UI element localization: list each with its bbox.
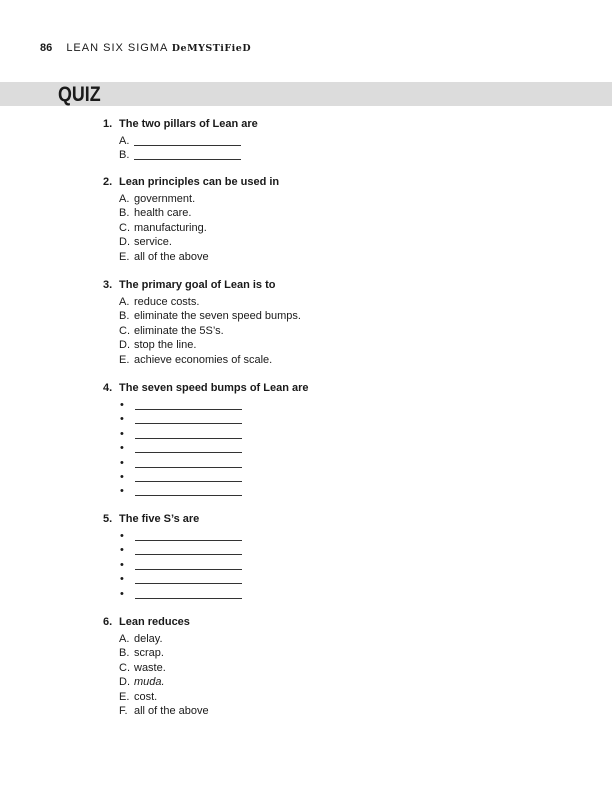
question-stem <box>103 382 309 399</box>
option-marker: • <box>120 485 124 498</box>
section-title: QUIZ <box>58 83 101 106</box>
option-marker: E. <box>119 690 130 703</box>
option-marker: E. <box>119 353 130 366</box>
blank-line <box>135 559 242 570</box>
question-text: The two pillars of Lean are <box>119 118 258 130</box>
answer-blank-line <box>103 399 309 413</box>
option-marker: A. <box>119 135 130 147</box>
option-marker: B. <box>119 149 130 162</box>
answer-option <box>103 339 301 353</box>
quiz-question <box>103 176 279 265</box>
question-text: Lean principles can be used in <box>119 176 280 188</box>
answer-option <box>103 354 301 368</box>
option-marker: E. <box>119 250 130 263</box>
quiz-question <box>103 382 309 500</box>
quiz-question <box>103 616 209 719</box>
answer-blank-line <box>103 457 309 471</box>
option-marker: B. <box>119 207 130 220</box>
question-number: 6. <box>103 616 113 628</box>
option-marker: • <box>120 456 124 469</box>
option-marker: D. <box>119 236 130 249</box>
option-marker: • <box>120 558 124 571</box>
option-marker: A. <box>119 296 130 308</box>
option-marker: • <box>120 470 124 483</box>
option-text: reduce costs. <box>134 296 200 308</box>
answer-option <box>103 691 209 705</box>
option-marker: • <box>120 413 124 426</box>
option-marker: C. <box>119 661 130 674</box>
blank-line <box>135 399 242 410</box>
answer-option <box>103 676 209 690</box>
answer-option <box>103 236 279 250</box>
option-marker: • <box>120 442 124 455</box>
option-text: all of the above <box>134 704 209 717</box>
question-number: 1. <box>103 118 113 130</box>
quiz-question <box>103 279 301 368</box>
question-number: 4. <box>103 382 113 394</box>
option-marker: D. <box>119 676 130 689</box>
answer-option <box>103 633 209 647</box>
option-marker: F. <box>119 704 128 717</box>
answer-option <box>103 222 279 236</box>
option-marker: C. <box>119 221 130 234</box>
option-text: eliminate the seven speed bumps. <box>134 310 301 323</box>
answer-blank-line <box>103 573 242 587</box>
option-text: waste. <box>134 661 166 674</box>
option-text: scrap. <box>134 647 164 660</box>
option-marker: A. <box>119 193 130 205</box>
option-marker: • <box>120 544 124 557</box>
blank-line <box>135 530 242 541</box>
blank-line <box>134 149 241 160</box>
page-number: 86 <box>40 42 53 54</box>
answer-blank-line <box>103 471 309 485</box>
blank-line <box>135 544 242 555</box>
answer-option <box>103 705 209 719</box>
question-text: The primary goal of Lean is to <box>119 279 276 291</box>
option-text: stop the line. <box>134 339 197 352</box>
question-stem <box>103 118 258 135</box>
question-number: 5. <box>103 513 113 525</box>
blank-line <box>135 428 242 439</box>
answer-option <box>103 310 301 324</box>
book-brand: DeMYSTiFieD <box>171 43 252 54</box>
answer-blank-line <box>103 485 309 499</box>
answer-option <box>103 647 209 661</box>
question-text: The seven speed bumps of Lean are <box>119 382 309 394</box>
answer-option <box>103 193 279 207</box>
question-stem <box>103 616 209 633</box>
option-marker: • <box>120 587 124 600</box>
option-marker: • <box>120 427 124 440</box>
answer-option <box>103 296 301 310</box>
blank-line <box>135 442 242 453</box>
option-marker: C. <box>119 324 130 337</box>
answer-option <box>103 325 301 339</box>
blank-line <box>135 457 242 468</box>
option-text: manufacturing. <box>134 221 207 234</box>
question-stem <box>103 513 242 530</box>
book-title: LEAN SIX SIGMA <box>66 42 168 54</box>
option-text: all of the above <box>134 250 209 263</box>
answer-blank-line <box>103 544 242 558</box>
quiz-question <box>103 118 258 164</box>
option-marker: • <box>120 573 124 586</box>
answer-blank-line <box>103 442 309 456</box>
blank-line <box>135 413 242 424</box>
option-text: delay. <box>134 633 163 645</box>
answer-blank-line <box>103 530 242 544</box>
blank-line <box>135 573 242 584</box>
option-marker: A. <box>119 633 130 645</box>
blank-line <box>135 485 242 496</box>
blank-line <box>135 588 242 599</box>
question-text: Lean reduces <box>119 616 190 628</box>
answer-option <box>103 207 279 221</box>
section-band <box>0 82 612 106</box>
option-text: government. <box>134 193 196 205</box>
answer-option <box>103 251 279 265</box>
running-header <box>40 42 251 54</box>
question-stem <box>103 176 279 193</box>
option-marker: • <box>120 399 124 411</box>
question-number: 3. <box>103 279 113 291</box>
answer-blank-line <box>103 428 309 442</box>
option-text: achieve economies of scale. <box>134 353 273 366</box>
answer-blank-line <box>103 135 258 149</box>
blank-line <box>134 135 241 146</box>
question-text: The five S’s are <box>119 513 200 525</box>
answer-blank-line <box>103 413 309 427</box>
answer-blank-line <box>103 559 242 573</box>
answer-blank-line <box>103 149 258 163</box>
answer-option <box>103 662 209 676</box>
question-number: 2. <box>103 176 113 188</box>
question-stem <box>103 279 301 296</box>
quiz-question <box>103 513 242 602</box>
answer-blank-line <box>103 588 242 602</box>
option-text: health care. <box>134 207 192 220</box>
option-marker: D. <box>119 339 130 352</box>
option-text: cost. <box>134 690 158 703</box>
option-marker: B. <box>119 647 130 660</box>
option-text: muda. <box>134 676 165 689</box>
option-text: eliminate the 5S’s. <box>134 324 224 337</box>
option-text: service. <box>134 236 172 249</box>
blank-line <box>135 471 242 482</box>
option-marker: B. <box>119 310 130 323</box>
option-marker: • <box>120 530 124 542</box>
